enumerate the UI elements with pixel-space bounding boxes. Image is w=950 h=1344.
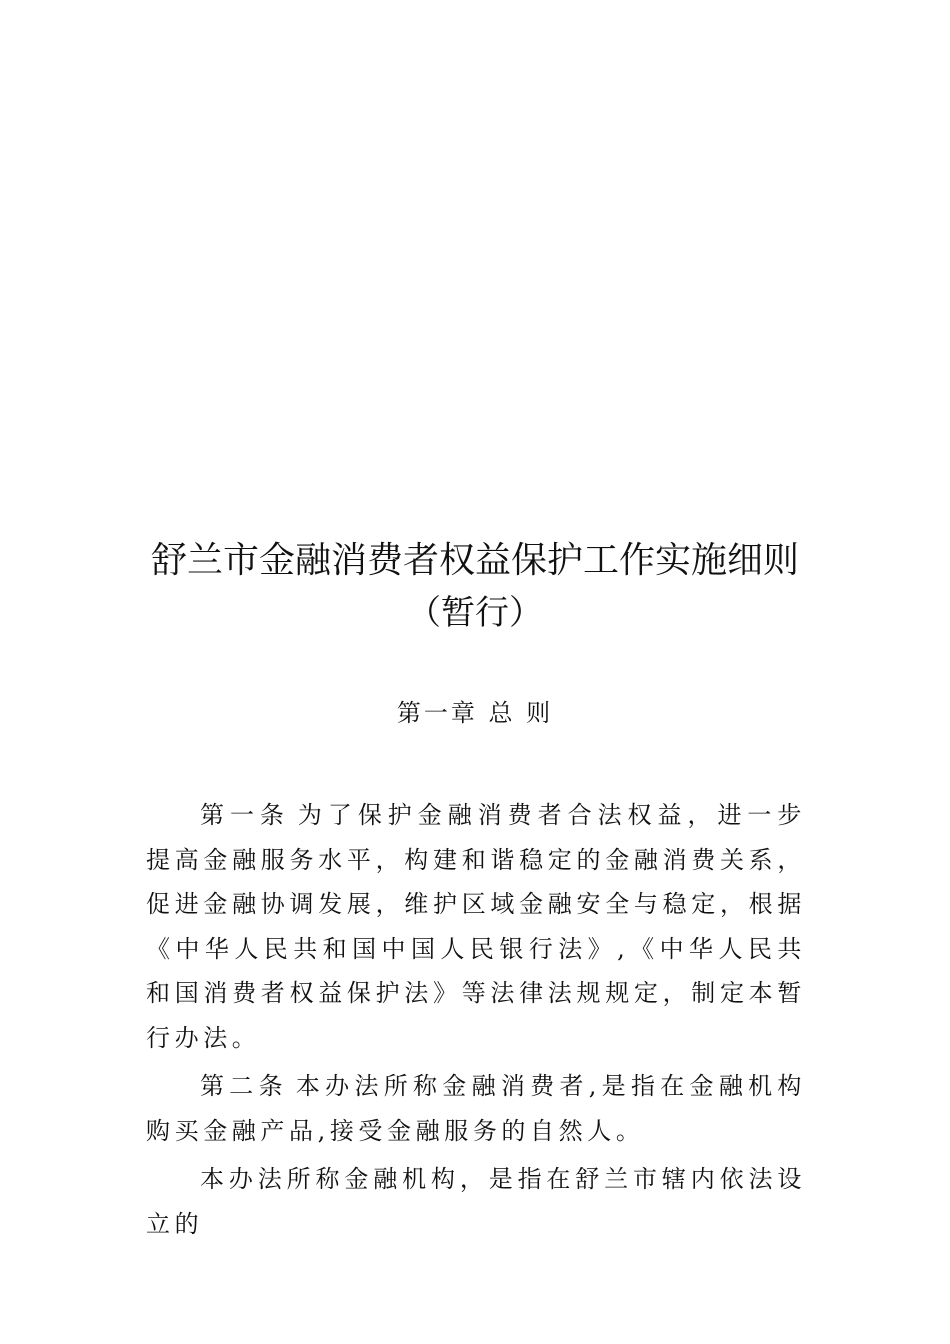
paragraph-text: 为了保护金融消费者合法权益，进一步提高金融服务水平，构建和谐稳定的金融消费关系，促进金融协调发展，维护区域金融安全与稳定，根据《中华人民共和国中国人民银行法》,《中华人民共和国消费者权益保护法》等法律法规规定，制定本暂行办法。 <box>146 801 806 1052</box>
title-subtitle-line: （暂行） <box>407 593 543 633</box>
document-title <box>0 536 950 638</box>
paragraph-text: 本办法所称金融机构，是指在舒兰市辖内依法设立的 <box>146 1165 806 1238</box>
paragraph-article-2-continued <box>146 1157 806 1246</box>
paragraph-article-2 <box>146 1064 806 1153</box>
article-number: 第二条 <box>200 1072 288 1100</box>
article-number: 第一条 <box>200 801 290 829</box>
document-body <box>146 793 806 1250</box>
chapter-heading: 第一章 总 则 <box>396 699 554 727</box>
paragraph-article-1 <box>146 793 806 1060</box>
title-main-line: 舒兰市金融消费者权益保护工作实施细则 <box>150 540 799 581</box>
paragraph-text: 本办法所称金融消费者,是指在金融机构购买金融产品,接受金融服务的自然人。 <box>146 1072 806 1145</box>
